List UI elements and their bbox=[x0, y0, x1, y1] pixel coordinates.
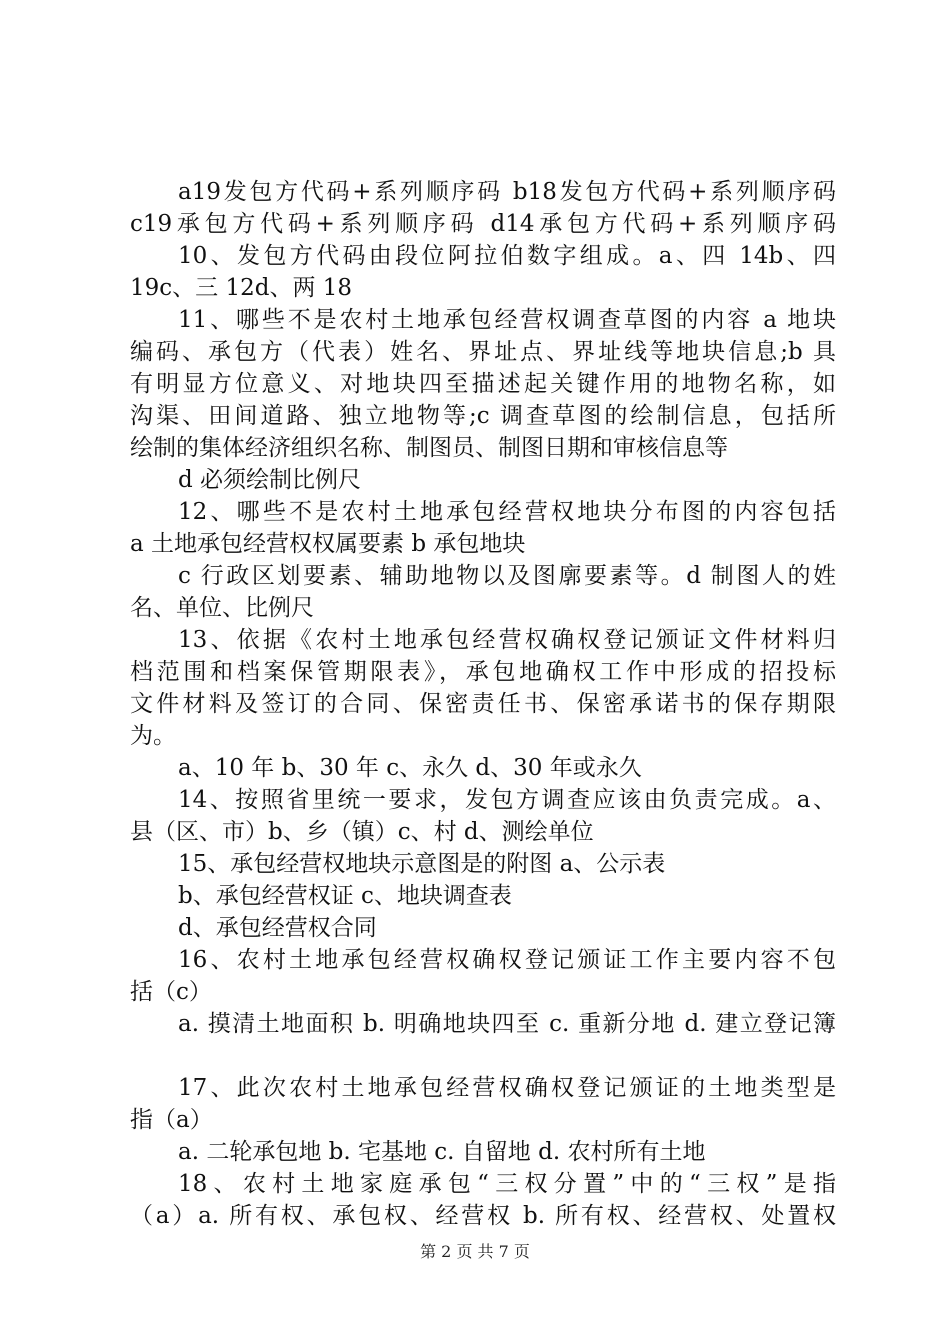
text-line: c19承包方代码+系列顺序码 d14承包方代码+系列顺序码 bbox=[130, 211, 836, 237]
text-line: a 土地承包经营权权属要素 b 承包地块 bbox=[130, 531, 526, 557]
text-line: 13、依据《农村土地承包经营权确权登记颁证文件材料归 bbox=[178, 627, 836, 653]
text-line: 编码、承包方（代表）姓名、界址点、界址线等地块信息;b 具 bbox=[130, 339, 836, 365]
text-line: c 行政区划要素、辅助地物以及图廓要素等。d 制图人的姓 bbox=[178, 563, 836, 589]
text-line: 14、按照省里统一要求，发包方调查应该由负责完成。a、 bbox=[178, 787, 836, 813]
text-line: b、承包经营权证 c、地块调查表 bbox=[178, 883, 512, 909]
text-line: d 必须绘制比例尺 bbox=[178, 467, 362, 493]
text-line: a19发包方代码+系列顺序码 b18发包方代码+系列顺序码 bbox=[178, 179, 836, 205]
text-line: 名、单位、比例尺 bbox=[130, 595, 314, 621]
text-line: （a）a. 所有权、承包权、经营权 b. 所有权、经营权、处置权 bbox=[130, 1203, 836, 1229]
text-line: 沟渠、田间道路、独立地物等;c 调查草图的绘制信息，包括所 bbox=[130, 403, 836, 429]
text-line: a. 摸清土地面积 b. 明确地块四至 c. 重新分地 d. 建立登记簿 bbox=[178, 1011, 836, 1037]
text-line: 15、承包经营权地块示意图是的附图 a、公示表 bbox=[178, 851, 666, 877]
text-line: 18、农村土地家庭承包“三权分置”中的“三权”是指 bbox=[178, 1171, 836, 1197]
text-line: d、承包经营权合同 bbox=[178, 915, 377, 941]
text-line: 县（区、市）b、乡（镇）c、村 d、测绘单位 bbox=[130, 819, 594, 845]
text-line: a. 二轮承包地 b. 宅基地 c. 自留地 d. 农村所有土地 bbox=[178, 1139, 706, 1165]
text-line: 11、哪些不是农村土地承包经营权调查草图的内容 a 地块 bbox=[178, 307, 836, 333]
text-line: 为。 bbox=[130, 723, 176, 749]
text-line: 档范围和档案保管期限表》，承包地确权工作中形成的招投标 bbox=[130, 659, 836, 685]
text-line: 绘制的集体经济组织名称、制图员、制图日期和审核信息等 bbox=[130, 435, 728, 461]
text-line: a、10 年 b、30 年 c、永久 d、30 年或永久 bbox=[178, 755, 642, 781]
text-line: 有明显方位意义、对地块四至描述起关键作用的地物名称，如 bbox=[130, 371, 836, 397]
text-line: 17、此次农村土地承包经营权确权登记颁证的土地类型是 bbox=[178, 1075, 836, 1101]
text-line: 文件材料及签订的合同、保密责任书、保密承诺书的保存期限 bbox=[130, 691, 836, 717]
text-line: 19c、三 12d、两 18 bbox=[130, 275, 353, 301]
text-line: 括（c） bbox=[130, 979, 212, 1005]
page-footer: 第 2 页 共 7 页 bbox=[420, 1242, 530, 1261]
text-line: 16、农村土地承包经营权确权登记颁证工作主要内容不包 bbox=[178, 947, 836, 973]
text-line: 12、哪些不是农村土地承包经营权地块分布图的内容包括 bbox=[178, 499, 836, 525]
text-line: 指（a） bbox=[130, 1107, 213, 1133]
text-line: 10、发包方代码由段位阿拉伯数字组成。a、四 14b、四 bbox=[178, 243, 836, 269]
